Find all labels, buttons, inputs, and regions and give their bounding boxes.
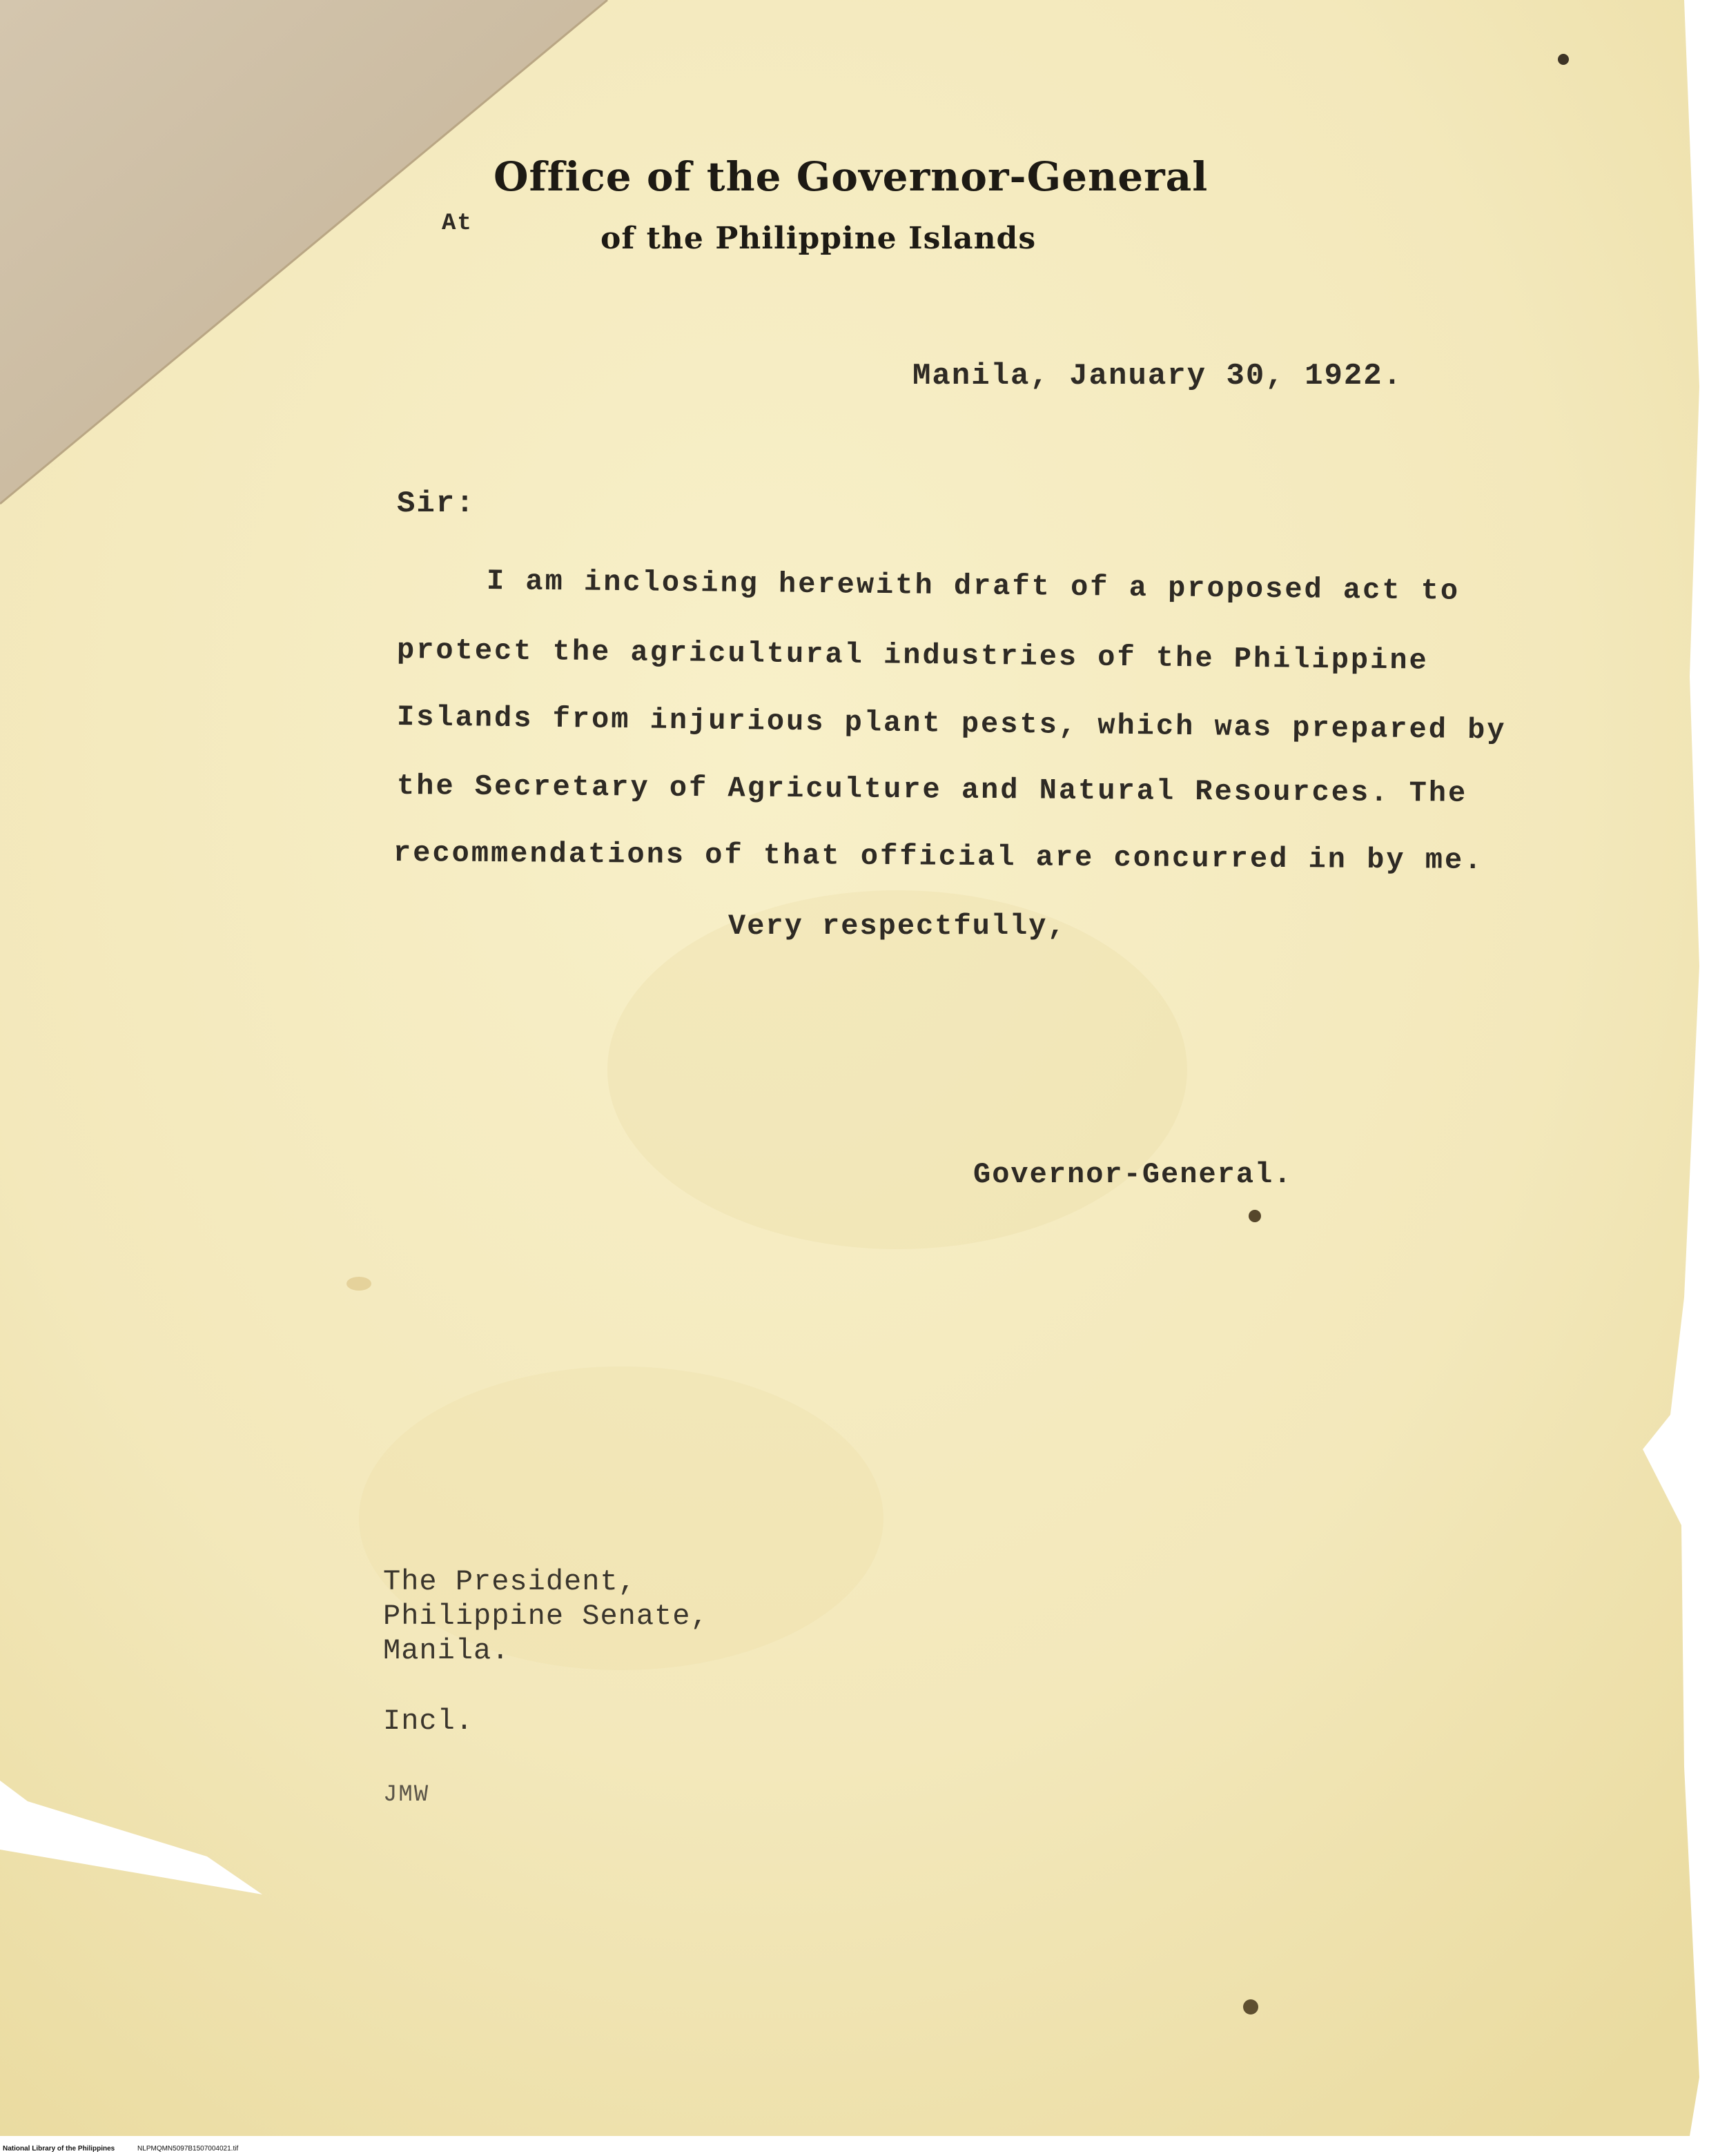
- signature-title: Governor-General.: [973, 1158, 1293, 1191]
- salutation: Sir:: [397, 487, 476, 521]
- body-line: the Secretary of Agriculture and Natural Resources. The: [396, 770, 1468, 810]
- body-line: protect the agricultural industries of the Philippine: [396, 634, 1429, 678]
- letter-date: Manila, January 30, 1922.: [912, 359, 1403, 393]
- footer-library: National Library of the Philippines: [3, 2145, 115, 2153]
- ink-speck: [1249, 1210, 1261, 1222]
- ink-speck: [1243, 1999, 1258, 2015]
- body-line: recommendations of that official are concurred in by me.: [393, 836, 1484, 878]
- body-line: Islands from injurious plant pests, which was prepared by: [396, 700, 1507, 747]
- scan-footer: [3, 2145, 238, 2153]
- body-line: I am inclosing herewith draft of a proposed act to: [486, 565, 1461, 608]
- letterhead-title: Office of the Governor-General: [494, 153, 1209, 200]
- letterhead-mark: At: [442, 210, 473, 237]
- closing: Very respectfully,: [728, 910, 1066, 943]
- typist-initials: JMW: [383, 1782, 430, 1808]
- addressee-line: Philippine Senate,: [383, 1600, 709, 1633]
- footer-reference: NLPMQMN5097B1507004021.tif: [137, 2145, 239, 2153]
- enclosure-note: Incl.: [383, 1705, 474, 1738]
- addressee-line: The President,: [383, 1565, 636, 1598]
- ink-speck: [1558, 54, 1569, 65]
- addressee-line: Manila.: [383, 1634, 510, 1667]
- letterhead-subtitle: of the Philippine Islands: [600, 221, 1037, 256]
